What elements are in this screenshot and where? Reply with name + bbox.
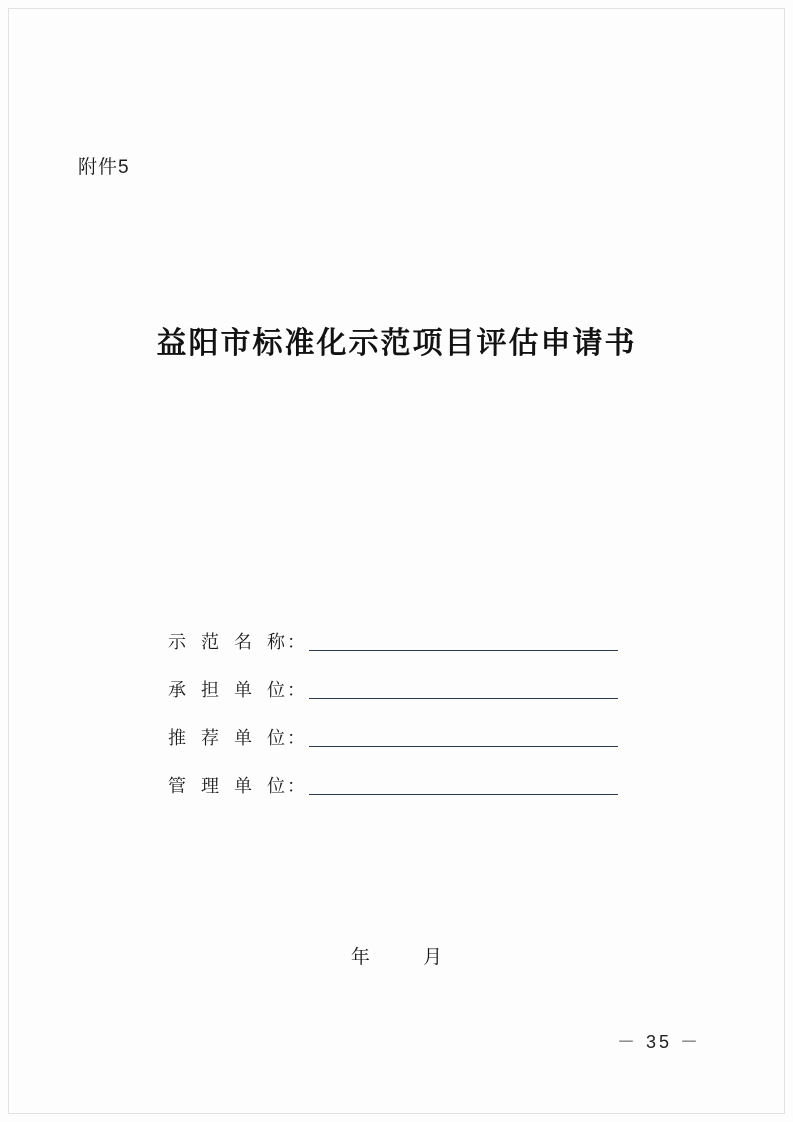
form-row-demonstration-name bbox=[168, 608, 618, 656]
date-month-label: 月 bbox=[423, 947, 443, 968]
field-input-undertaking-unit[interactable] bbox=[309, 697, 618, 699]
date-year-label: 年 bbox=[350, 947, 370, 968]
field-label-demonstration-name: 示 范 名 称 bbox=[168, 632, 291, 652]
form-row-undertaking-unit bbox=[168, 656, 618, 704]
field-label-undertaking-unit: 承 担 单 位 bbox=[168, 680, 291, 700]
field-colon-undertaking-unit: ： bbox=[287, 680, 306, 700]
field-colon-demonstration-name: ： bbox=[287, 632, 306, 652]
form-row-recommending-unit bbox=[168, 704, 618, 752]
field-label-managing-unit: 管 理 单 位 bbox=[168, 776, 291, 796]
date-line bbox=[0, 942, 793, 969]
form-fields bbox=[168, 608, 618, 800]
field-colon-recommending-unit: ： bbox=[287, 728, 306, 748]
page-title: 益阳市标准化示范项目评估申请书 bbox=[156, 327, 637, 360]
form-row-managing-unit bbox=[168, 752, 618, 800]
field-colon-managing-unit: ： bbox=[287, 776, 306, 796]
field-input-demonstration-name[interactable] bbox=[309, 649, 618, 651]
attachment-label: 附件5 bbox=[78, 157, 130, 178]
field-input-recommending-unit[interactable] bbox=[309, 745, 618, 747]
field-input-managing-unit[interactable] bbox=[309, 793, 618, 795]
page-number: － 35 － bbox=[616, 1032, 701, 1052]
field-label-recommending-unit: 推 荐 单 位 bbox=[168, 728, 291, 748]
